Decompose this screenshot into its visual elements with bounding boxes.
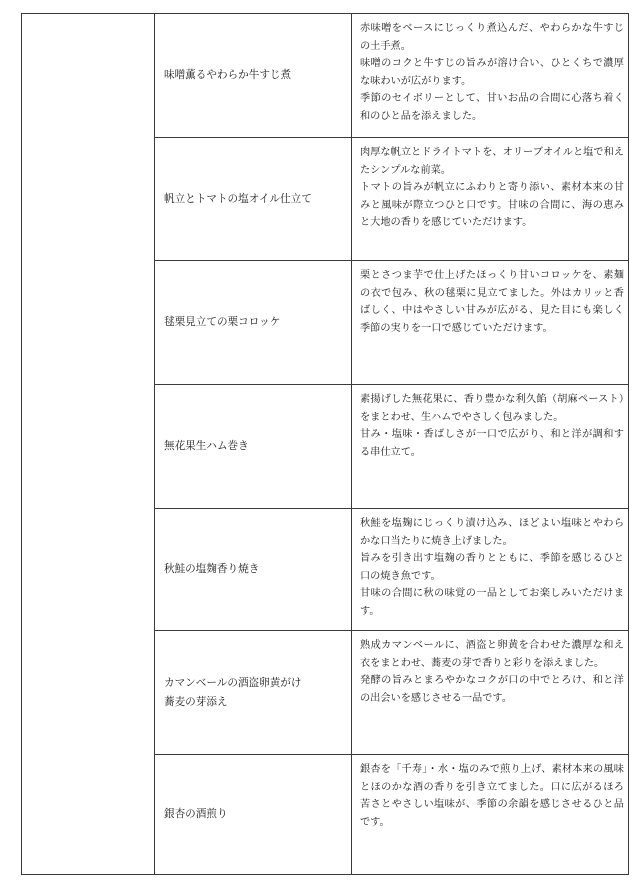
description-line: 甘み・塩味・香ばしさが一口で広がり、和と洋が調和する串仕立て。 xyxy=(360,429,624,458)
description-line: 旨みを引き出す塩麹の香りとともに、季節を感じるひと口の焼き魚です。 xyxy=(360,553,624,582)
item-description xyxy=(352,138,629,261)
category-cell xyxy=(22,14,155,875)
description-line: 銀杏を「千寿」・水・塩のみで煎り上げ、素材本来の風味とほのかな酒の香りを引き立てました。口に広がるほろ苦さとやさしい塩味が、季節の余韻を感じさせるひと品です。 xyxy=(360,764,624,828)
item-description xyxy=(352,261,629,385)
description-line: 季節のセイボリーとして、甘いお品の合間に心落ち着く和のひと品を添えました。 xyxy=(360,93,624,122)
item-name: カマンベールの酒盗卵黄がけ 蕎麦の芽添え xyxy=(155,631,352,755)
item-description xyxy=(352,14,629,138)
description-line: 赤味噌をベースにじっくり煮込んだ、やわらかな牛すじの土手煮。 xyxy=(360,23,624,52)
description-line: 熟成カマンベールに、酒盗と卵黄を合わせた濃厚な和え衣をまとわせ、蕎麦の芽で香りと彩りを添えました。 xyxy=(360,640,624,669)
item-name: 帆立とトマトの塩オイル仕立て xyxy=(155,138,352,261)
item-description xyxy=(352,385,629,509)
description-line: 肉厚な帆立とドライトマトを、オリーブオイルと塩で和えたシンプルな前菜。 xyxy=(360,147,624,176)
description-line: 味噌のコクと牛すじの旨みが溶け合い、ひとくちで濃厚な味わいが広がります。 xyxy=(360,58,624,87)
item-name: 味噌薫るやわらか牛すじ煮 xyxy=(155,14,352,138)
description-line: 発酵の旨みとまろやかなコクが口の中でとろけ、和と洋の出会いを感じさせる一品です。 xyxy=(360,675,624,704)
item-description xyxy=(352,631,629,755)
description-line: 秋鮭を塩麹にじっくり漬け込み、ほどよい塩味とやわらかな口当たりに焼き上げました。 xyxy=(360,518,624,547)
menu-table xyxy=(21,13,629,875)
item-name: 秋鮭の塩麹香り焼き xyxy=(155,509,352,631)
description-line: 甘味の合間に秋の味覚の一品としてお楽しみいただけます。 xyxy=(360,588,624,617)
item-name: 毬栗見立ての栗コロッケ xyxy=(155,261,352,385)
item-description xyxy=(352,509,629,631)
menu-row xyxy=(22,14,629,138)
item-name: 無花果生ハム巻き xyxy=(155,385,352,509)
description-line: 栗とさつま芋で仕上げたほっくり甘いコロッケを、素麺の衣で包み、秋の毬栗に見立てました。外はカリッと香ばしく、中はやさしい甘みが広がる、見た目にも楽しく季節の実りを一口で感じていただけます。 xyxy=(360,270,624,334)
item-name: 銀杏の酒煎り xyxy=(155,755,352,875)
description-line: トマトの旨みが帆立にふわりと寄り添い、素材本来の甘みと風味が際立つひと口です。甘味の合間に、海の恵みと大地の香りを感じていただけます。 xyxy=(360,182,624,229)
description-line: 素揚げした無花果に、香り豊かな利久餡（胡麻ペースト）をまとわせ、生ハムでやさしく包みました。 xyxy=(360,394,624,423)
item-description xyxy=(352,755,629,875)
